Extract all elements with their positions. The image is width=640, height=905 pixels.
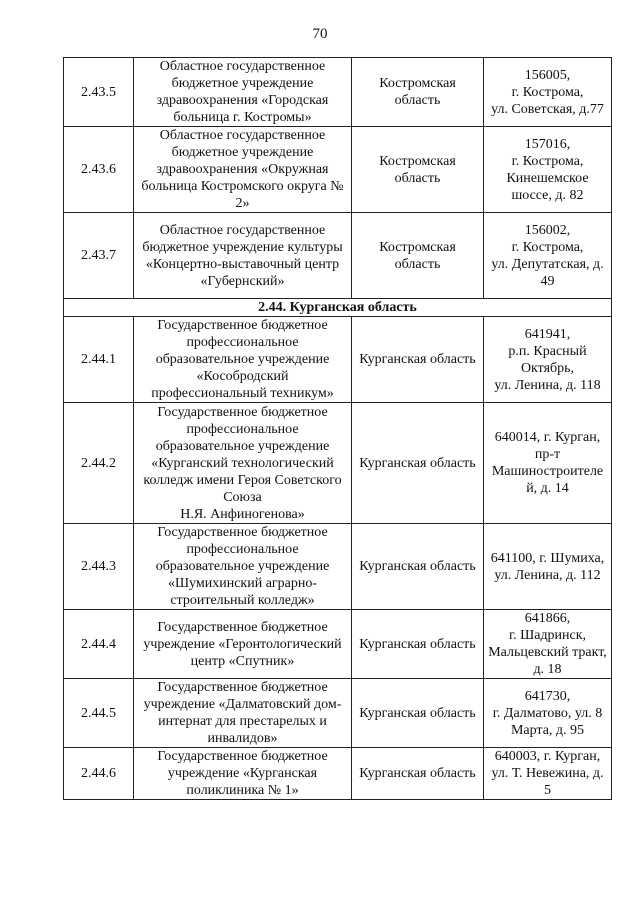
region: Костромская область <box>352 58 484 127</box>
region: Костромская область <box>352 213 484 299</box>
region: Курганская область <box>352 317 484 403</box>
institution-name: Областное государственное бюджетное учреждение здравоохранения «Городская больница г. Костромы» <box>134 58 352 127</box>
region: Курганская область <box>352 524 484 610</box>
institution-name: Областное государственное бюджетное учреждение здравоохранения «Окружная больница Костромского округа № 2» <box>134 127 352 213</box>
section-header-row <box>64 299 612 317</box>
section-title: 2.44. Курганская область <box>64 299 612 317</box>
institution-name: Государственное бюджетное учреждение «Далматовский дом-интернат для престарелых и инвалидов» <box>134 679 352 748</box>
row-number: 2.44.4 <box>64 610 134 679</box>
institutions-table <box>63 57 612 800</box>
table-row <box>64 213 612 299</box>
address: 156005, г. Кострома, ул. Советская, д.77 <box>484 58 612 127</box>
address: 641941, р.п. Красный Октябрь, ул. Ленина, д. 118 <box>484 317 612 403</box>
row-number: 2.43.5 <box>64 58 134 127</box>
row-number: 2.44.3 <box>64 524 134 610</box>
institution-name: Государственное бюджетное профессиональное образовательное учреждение «Кособродский профессиональный техникум» <box>134 317 352 403</box>
table-row <box>64 748 612 800</box>
institution-name: Государственное бюджетное профессиональное образовательное учреждение «Шумихинский аграрно-строительный колледж» <box>134 524 352 610</box>
region: Курганская область <box>352 403 484 524</box>
institution-name: Государственное бюджетное профессиональное образовательное учреждение «Курганский технологический колледж имени Героя Советского Союза Н.Я. Анфиногенова» <box>134 403 352 524</box>
table-row <box>64 317 612 403</box>
row-number: 2.44.2 <box>64 403 134 524</box>
region: Курганская область <box>352 679 484 748</box>
table-row <box>64 127 612 213</box>
table-row <box>64 58 612 127</box>
row-number: 2.43.7 <box>64 213 134 299</box>
institution-name: Государственное бюджетное учреждение «Курганская поликлиника № 1» <box>134 748 352 800</box>
row-number: 2.44.5 <box>64 679 134 748</box>
table-row <box>64 610 612 679</box>
institution-name: Государственное бюджетное учреждение «Геронтологический центр «Спутник» <box>134 610 352 679</box>
row-number: 2.44.1 <box>64 317 134 403</box>
page-number: 70 <box>312 26 328 42</box>
row-number: 2.44.6 <box>64 748 134 800</box>
address: 156002, г. Кострома, ул. Депутатская, д. 49 <box>484 213 612 299</box>
address: 640003, г. Курган, ул. Т. Невежина, д. 5 <box>484 748 612 800</box>
address: 641100, г. Шумиха, ул. Ленина, д. 112 <box>484 524 612 610</box>
row-number: 2.43.6 <box>64 127 134 213</box>
address: 641730, г. Далматово, ул. 8 Марта, д. 95 <box>484 679 612 748</box>
address: 641866, г. Шадринск, Мальцевский тракт, д. 18 <box>484 610 612 679</box>
table-row <box>64 403 612 524</box>
region: Костромская область <box>352 127 484 213</box>
address: 157016, г. Кострома, Кинешемское шоссе, д. 82 <box>484 127 612 213</box>
address: 640014, г. Курган, пр-т Машиностроителе й, д. 14 <box>484 403 612 524</box>
region: Курганская область <box>352 748 484 800</box>
table-row <box>64 524 612 610</box>
institution-name: Областное государственное бюджетное учреждение культуры «Концертно-выставочный центр «Губернский» <box>134 213 352 299</box>
table-row <box>64 679 612 748</box>
region: Курганская область <box>352 610 484 679</box>
